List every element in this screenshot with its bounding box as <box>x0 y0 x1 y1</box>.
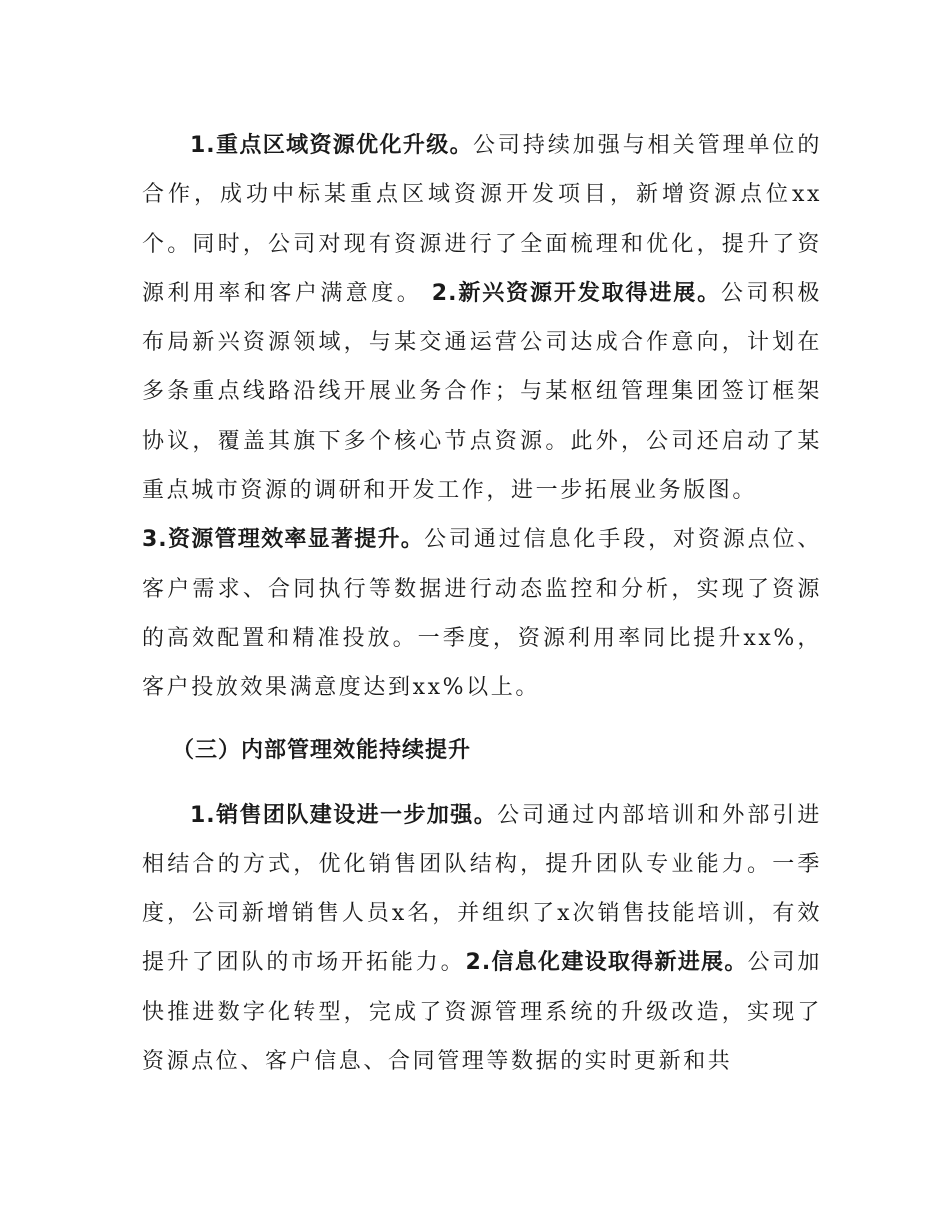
item-text: 公司持续加强与相关管理单位的合作，成功中标某重点区域资源开发项目，新增资源点位xx个。同时，公司对现有资源进行了全面梳理和优化，提升了资源利用率和客户满意度。 <box>142 133 822 306</box>
item-title: 1.销售团队建设进一步加强。 <box>190 802 498 828</box>
item-text: 公司通过信息化手段，对资源点位、客户需求、合同执行等数据进行动态监控和分析，实现了资源的高效配置和精准投放。一季度，资源利用率同比提升xx%，客户投放效果满意度达到xx%以上。 <box>142 527 822 701</box>
section-heading: （三）内部管理效能持续提升 <box>172 737 472 763</box>
paragraph-resource-development <box>142 121 822 515</box>
paragraph-resource-efficiency <box>142 515 822 712</box>
item-text: 公司通过内部培训和外部引进相结合的方式，优化销售团队结构，提升团队专业能力。一季度，公司新增销售人员x名，并组织了x次销售技能培训，有效提升了团队的市场开拓能力。 <box>142 802 822 976</box>
paragraph-internal-management <box>142 791 822 1087</box>
item-title: 2.新兴资源开发取得进展。 <box>422 280 721 306</box>
item-title: 1.重点区域资源优化升级。 <box>190 133 473 158</box>
item-text: 公司积极布局新兴资源领域，与某交通运营公司达成合作意向，计划在多条重点线路沿线开展业务合作；与某枢纽管理集团签订框架协议，覆盖其旗下多个核心节点资源。此外，公司还启动了某重点城市资源的调研和开发工作，进一步拓展业务版图。 <box>142 280 822 504</box>
item-title: 3.资源管理效率显著提升。 <box>142 527 425 553</box>
document-body <box>142 121 822 1086</box>
item-text: 公司加快推进数字化转型，完成了资源管理系统的升级改造，实现了资源点位、客户信息、合同管理等数据的实时更新和共 <box>142 950 822 1075</box>
item-title: 2.信息化建设取得新进展。 <box>465 950 748 976</box>
